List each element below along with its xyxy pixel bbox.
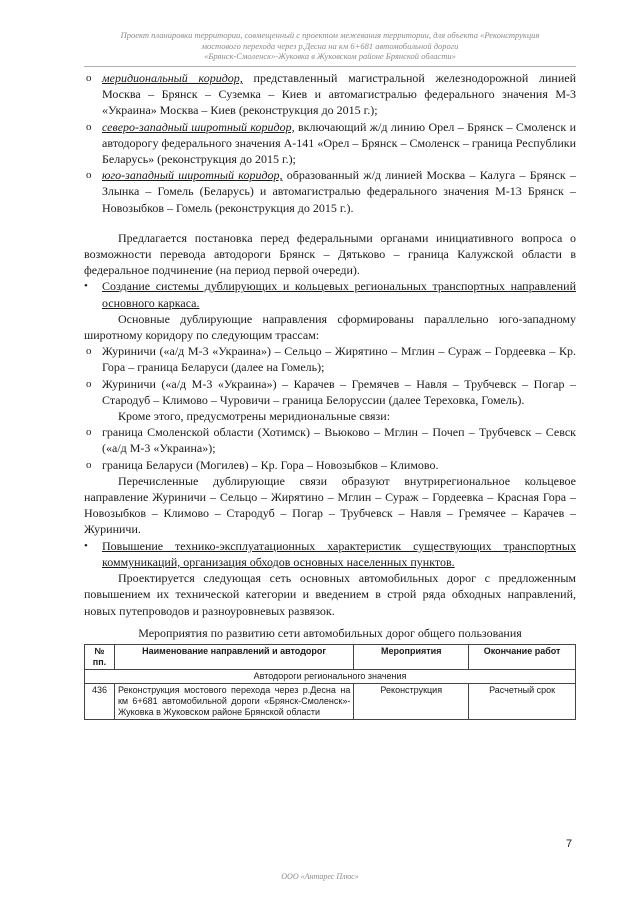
corridor-text: представленный магистральной железнодорожной линией Москва – Брянск – Суземка – Киев и автомагистралью федерального значения М-3 «Украина» Москва – Киев (реконструкция до 2015 г.); bbox=[102, 71, 576, 118]
bullet-item bbox=[84, 278, 576, 310]
header-line: Проект планировки территории, совмещенный с проектом межевания территории, для объекта «Реконструкция bbox=[120, 30, 540, 40]
bullet-icon: • bbox=[84, 280, 88, 293]
row-end: Расчетный срок bbox=[469, 683, 576, 719]
corridor-item bbox=[84, 70, 576, 119]
roads-table bbox=[84, 644, 576, 720]
route-item bbox=[84, 343, 576, 375]
route-text: Журиничи («а/д М-3 «Украина») – Сельцо – Жирятино – Мглин – Сураж – Гордеевка – Кр. Гора – граница Беларуси (далее на Гомель); bbox=[102, 344, 576, 375]
circle-bullet-icon: o bbox=[86, 345, 92, 358]
circle-bullet-icon: o bbox=[86, 458, 92, 471]
bullet-text: Создание системы дублирующих и кольцевых региональных транспортных направлений основного каркаса. bbox=[102, 279, 576, 310]
link-text: граница Смоленской области (Хотимск) – Вьюково – Мглин – Почеп – Трубчевск – Севск («а/д М-3 «Украина»); bbox=[102, 425, 576, 456]
header-line: «Брянск-Смоленск»-Жуковка в Жуковском районе Брянской области» bbox=[204, 51, 456, 61]
table-section-row bbox=[85, 669, 576, 683]
column-header: Окончание работ bbox=[469, 644, 576, 669]
page-number: 7 bbox=[566, 838, 573, 850]
document-body bbox=[84, 70, 576, 720]
corridor-item bbox=[84, 119, 576, 168]
bullet-icon: • bbox=[84, 539, 88, 552]
row-number: 436 bbox=[85, 683, 115, 719]
header-divider bbox=[84, 66, 576, 67]
corridor-name: северо-западный широтный коридор, bbox=[102, 119, 295, 134]
column-header: Наименование направлений и автодорог bbox=[114, 644, 353, 669]
corridor-name: меридиональный коридор, bbox=[102, 71, 243, 85]
link-text: граница Беларуси (Могилев) – Кр. Гора – Новозыбков – Климово. bbox=[102, 457, 439, 472]
route-text: Журиничи («а/д М-3 «Украина») – Карачев – Гремячев – Навля – Трубчевск – Погар – Стародуб – Климово – Чуровичи – граница Белоруссии (далее Тереховка, Гомель). bbox=[102, 376, 576, 407]
row-action: Реконструкция bbox=[354, 683, 469, 719]
page-footer: ООО «Антарес Плюс» bbox=[281, 872, 359, 881]
circle-bullet-icon: o bbox=[86, 377, 92, 390]
route-item bbox=[84, 376, 576, 408]
header-line: мостового перехода через р.Десна на км 6+681 автомобильной дороги bbox=[201, 40, 459, 51]
paragraph-dubl: Основные дублирующие направления сформированы параллельно юго-западному широтному коридору по следующим трассам: bbox=[84, 311, 576, 343]
circle-bullet-icon: o bbox=[86, 72, 92, 84]
paragraph-initiative: Предлагается постановка перед федеральными органами инициативного вопроса о возможности перевода автодороги Брянск – Дятьково – граница Калужской области в федеральное подчинение (на период первой очереди). bbox=[84, 230, 576, 278]
section-title: Автодороги регионального значения bbox=[85, 669, 576, 683]
table-row bbox=[85, 683, 576, 719]
row-name: Реконструкция мостового перехода через р.Десна на км 6+681 автомобильной дороги «Брянск-Смоленск»-Жуковка в Жуковском районе Брянской области bbox=[114, 683, 353, 719]
link-item bbox=[84, 457, 576, 473]
paragraph-network: Проектируется следующая сеть основных автомобильных дорог с предложенным повышением их технической категории и введением в строй ряда обходных направлений, новых путепроводов и разноуровневых развязок. bbox=[84, 571, 576, 618]
column-header: Мероприятия bbox=[354, 644, 469, 669]
circle-bullet-icon: o bbox=[86, 426, 92, 439]
paragraph-merid: Кроме этого, предусмотрены меридиональные связи: bbox=[118, 409, 391, 424]
corridor-name: юго-западный широтный коридор, bbox=[102, 168, 283, 183]
page-header bbox=[95, 30, 565, 62]
circle-bullet-icon: o bbox=[86, 120, 92, 133]
corridor-text: образованный ж/д линией Москва – Калуга – Брянск – Злынка – Гомель (Беларусь) и автомагистралью федерального значения М-13 Брянск – Новозыбков – Гомель (реконструкция до 2015 г.). bbox=[102, 168, 576, 215]
circle-bullet-icon: o bbox=[86, 169, 92, 182]
corridor-item bbox=[84, 167, 576, 216]
table-header-row bbox=[85, 644, 576, 669]
column-header: № пп. bbox=[85, 644, 115, 669]
link-item bbox=[84, 424, 576, 456]
bullet-text: Повышение технико-эксплуатационных характеристик существующих транспортных коммуникаций, организация обходов основных населенных пунктов. bbox=[102, 538, 576, 569]
table-caption: Мероприятия по развитию сети автомобильных дорог общего пользования bbox=[138, 625, 522, 640]
bullet-item bbox=[84, 538, 576, 570]
corridor-text: включающий ж/д линию Орел – Брянск – Смоленск и автодорогу федерального значения А-141 «Орел – Брянск – Смоленск – граница Республики Беларусь» (реконструкция до 2015 г.); bbox=[102, 119, 576, 167]
paragraph-ring: Перечисленные дублирующие связи образуют внутрирегиональное кольцевое направление Журиничи – Сельцо – Жирятино – Мглин – Сураж – Гордеевка – Красная Гора – Новозыбков – Климово – Стародуб – Погар – Трубчевск – Навля – Гремячее – Карачев – Журиничи. bbox=[84, 473, 576, 537]
